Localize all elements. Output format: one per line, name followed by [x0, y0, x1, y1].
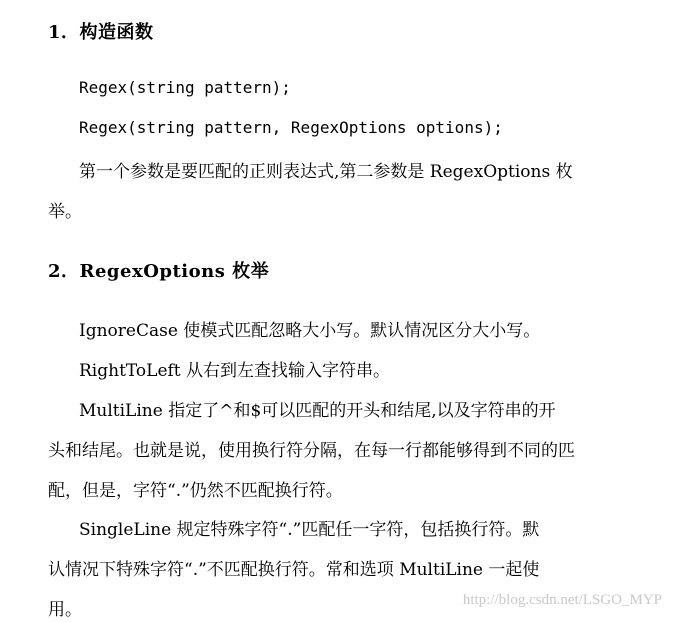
watermark-url: http://blog.csdn.net/LSGO_MYP: [462, 592, 662, 608]
option-ignorecase: IgnoreCase 使模式匹配忽略大小写。默认情况区分大小写。: [79, 321, 541, 341]
section-heading-constructors: 1．构造函数: [48, 22, 154, 43]
paragraph-line: 认情况下特殊字符“.”不匹配换行符。常和选项 MultiLine 一起使: [48, 560, 540, 580]
code-line-regex-pattern: Regex(string pattern);: [79, 78, 291, 97]
paragraph-line: 用。: [48, 600, 82, 620]
paragraph-line: 第一个参数是要匹配的正则表达式,第二参数是 RegexOptions 枚: [79, 162, 573, 182]
section-heading-regexoptions: 2．RegexOptions 枚举: [48, 261, 270, 282]
paragraph-line: 举。: [48, 202, 82, 222]
option-singleline: SingleLine 规定特殊字符“.”匹配任一字符，包括换行符。默: [79, 520, 540, 540]
paragraph-line: 头和结尾。也就是说，使用换行符分隔，在每一行都能够得到不同的匹: [48, 441, 575, 461]
option-multiline: MultiLine 指定了^和$可以匹配的开头和结尾,以及字符串的开: [79, 401, 556, 421]
code-line-regex-pattern-options: Regex(string pattern, RegexOptions options);: [79, 118, 503, 137]
paragraph-line: 配，但是，字符“.”仍然不匹配换行符。: [48, 481, 343, 501]
option-righttoleft: RightToLeft 从右到左查找输入字符串。: [79, 361, 391, 381]
